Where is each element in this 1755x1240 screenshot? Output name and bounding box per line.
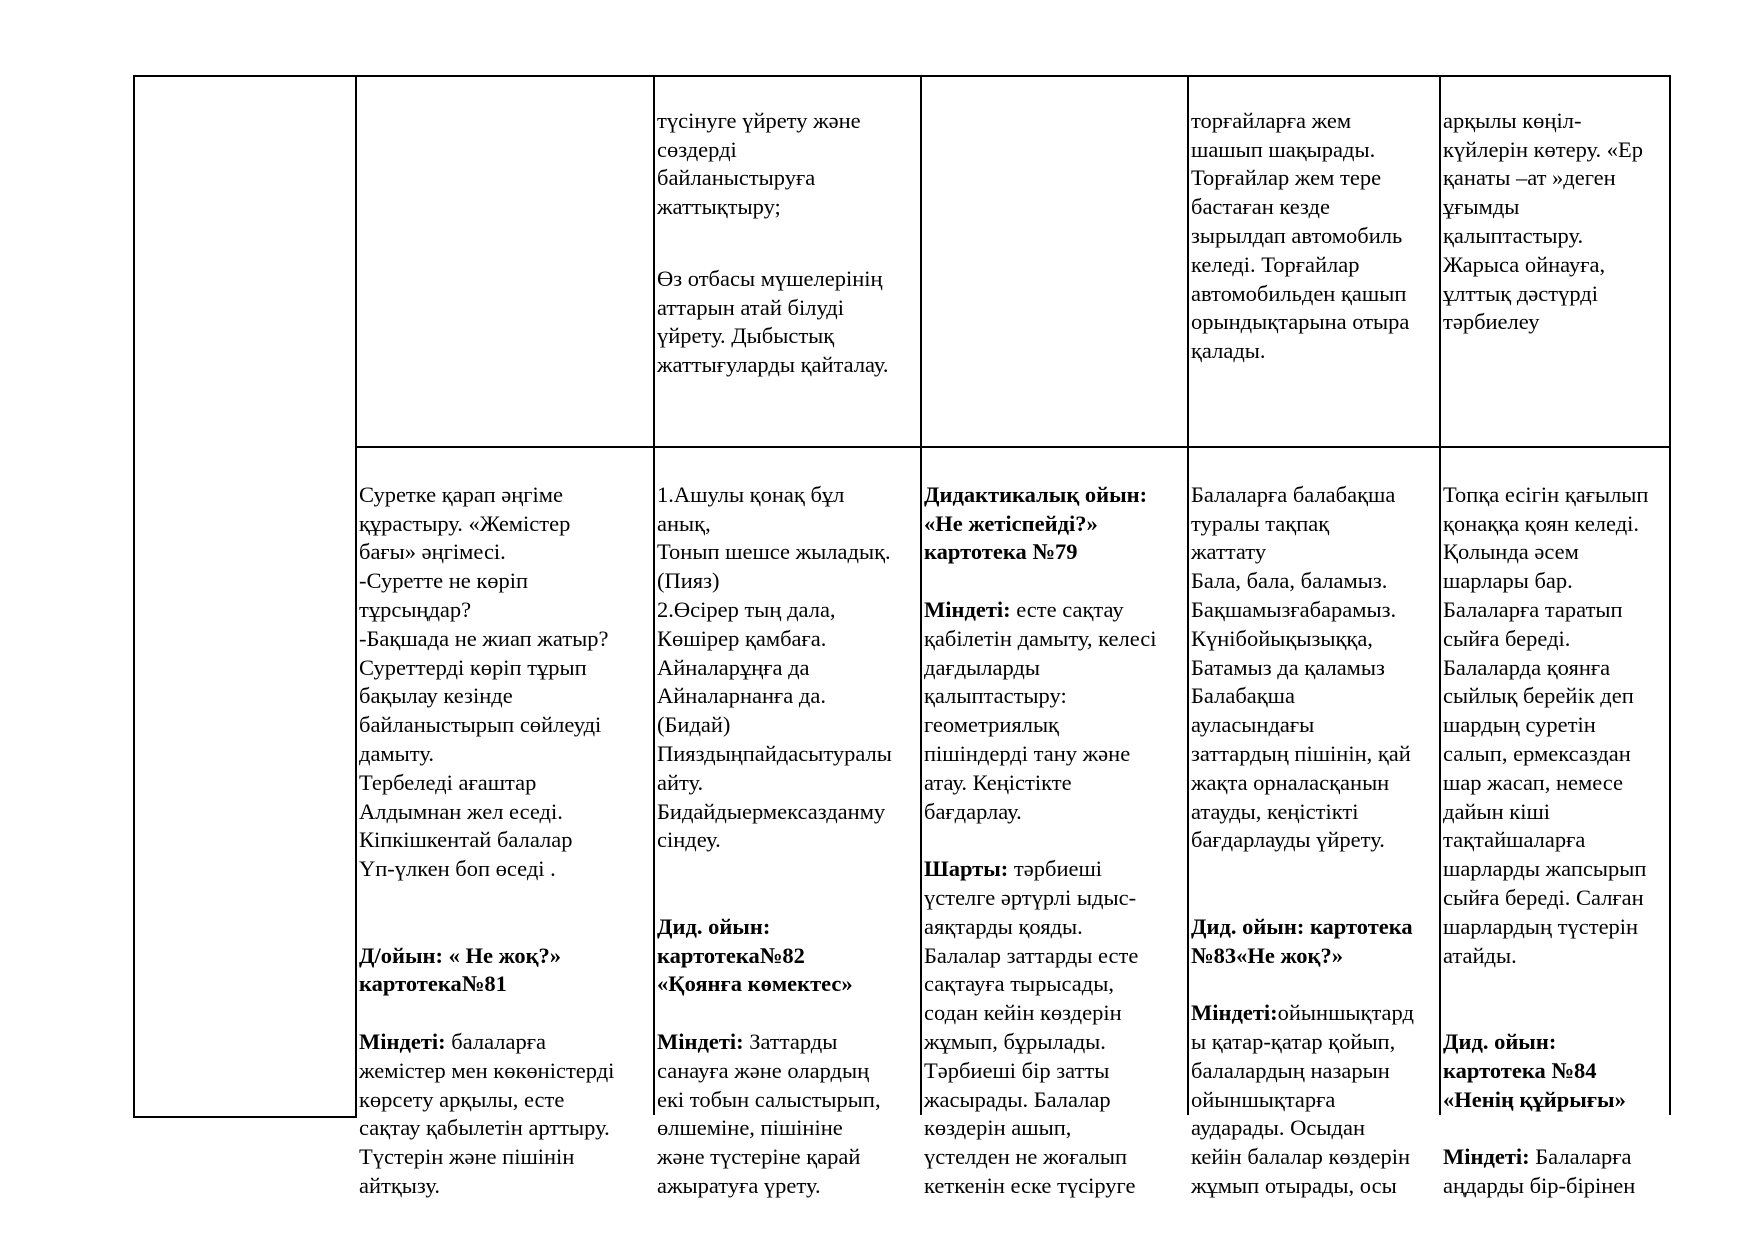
col2-task-text: Заттарды санауға және олардың екі тобын салыстырып, өлшеміне, пішініне және түстеріне қарай ажыратуға үрету. [657,1028,881,1198]
col1-task-text: балаларға жемістер мен көкөністерді көрсету арқылы, есте сақтау қабылетін арттыру. Түстерін және пішінін айтқызу. [359,1028,615,1198]
col3-task-label: Міндеті: [924,596,1011,622]
col2-task [657,1028,919,1201]
column-divider-5 [1439,75,1441,1115]
col3-rule [924,855,1186,1201]
bottom-row-col5-cell [1443,452,1668,1198]
col3-task [924,596,1186,826]
top-row-col2-cell [657,78,919,444]
bottom-row-col4-cell [1191,452,1438,1198]
bottom-row-col1-cell [359,452,653,1198]
top-row-col4-cell [1191,78,1438,444]
col5-story-text: Топқа есігін қағылып қонаққа қоян келеді. Қолында әсем шарлары бар. Балаларға таратып сыйға береді. Балаларда қоянға сыйлық берейік деп шардың суретін салып, ермексаздан шар жасап, немесе дайын кіші тақтайшаларға шарларды жапсырып сыйға береді. Салған шарлардың түстерін атайды. [1443,481,1649,968]
table-right-border [1669,75,1671,1115]
col4-poem-text: Балаларға балабақша туралы тақпақ жаттату Бала, бала, баламыз. Бақшамызғабарамыз. Күнібойықызыққа, Батамыз да қаламыз Балабақша ауласындағы заттардың пішінін, қай жақта орналасқанын атауды, кеңістікті бағдарлауды үйрету. [1191,481,1411,853]
col4-task-label: Міндеті: [1191,1000,1278,1026]
column-divider-2 [653,75,655,1115]
col5-game-title: Дид. ойын: картотека №84 «Ненің құйрығы» [1443,1028,1626,1112]
column-divider-3 [920,75,922,1115]
top-col5-text: арқылы көңіл- күйлерін көтеру. «Ер қанаты –ат »деген ұғымды қалыптастыру. Жарыса ойнауға, ұлттық дәстүрді тәрбиелеу [1443,107,1644,335]
bottom-row-col2-cell [657,452,919,1198]
col4-task [1191,999,1438,1201]
bottom-row-col3-cell [924,452,1186,1198]
col2-task-label: Міндеті: [657,1028,744,1054]
col1-game-title: Д/ойын: « Не жоқ?» картотека№81 [359,942,562,997]
row-divider [355,446,1671,448]
col1-story-text: Суретке қарап әңгіме құрастыру. «Жемістер бағы» әңгімесі. -Суретте не көріп тұрсыңдар? -Бақшада не жиап жатыр? Суреттерді көріп тұрып бақылау кезінде байланыстырып сөйлеуді дамыту. Тербеледі ағаштар Алдымнан жел еседі. Кіпкішкентай балалар Үп-үлкен боп өседі . [359,481,609,882]
col4-game-title: Дид. ойын: картотека №83«Не жоқ?» [1191,913,1413,968]
col2-riddles-text: 1.Ашулы қонақ бұл анық, Тонып шешсе жыладық. (Пияз) 2.Өсірер тың дала, Көшірер қамбаға. Айналарұңға да Айналарнанға да. (Бидай) Пияздыңпайдасытуралы айту. Бидайдыермексазданму сіндеу. [657,481,892,853]
table-left-border [133,75,135,1118]
top-col4-text: торғайларға жем шашып шақырады. Торғайлар жем тере бастаған кезде зырылдап автомобиль келеді. Торғайлар автомобильден қашып орындықтарына отыра қалады. [1191,107,1410,364]
col3-task-text: есте сақтау қабілетін дамыту, келесі дағдыларды қалыптастыру: геометриялық пішіндерді тану және атау. Кеңістікте бағдарлау. [924,596,1157,824]
col1-task-label: Міндеті: [359,1028,446,1054]
col3-game-title: Дидактикалық ойын: «Не жетіспейді?» картотека №79 [924,481,1148,565]
col5-task-label: Міндеті: [1443,1144,1530,1170]
top-col2-paragraph-2: Өз отбасы мүшелерінің аттарын атай білуді үйрету. Дыбыстық жаттығуларды қайталау. [657,265,889,378]
table-bottom-border-first-column [133,1116,357,1118]
top-row-col5-cell [1443,78,1668,444]
col3-rule-text: тәрбиеші үстелге әртүрлі ыдыс- аяқтарды қояды. Балалар заттарды есте сақтауға тырысады, содан кейін көздерін жұмып, бұрылады. Тәрбиеші бір затты жасырады. Балалар көздерін ашып, үстелден не жоғалып кеткенін еске түсіруге [924,856,1139,1198]
col4-task-text: ойыншықтард ы қатар-қатар қойып, балалардың назарын ойыншықтарға аударады. Осыдан кейін балалар көздерін жұмып отырады, осы [1191,1000,1414,1198]
col5-task-text: Балаларға аңдарды бір-бірінен [1443,1144,1636,1198]
column-divider-4 [1187,75,1189,1115]
top-col2-paragraph-1: түсінуге үйрету және сөздерді байланыстыруға жаттықтыру; [657,107,861,220]
col1-task [359,1028,653,1201]
col5-task [1443,1143,1668,1201]
col2-game-title: Дид. ойын: картотека№82 «Қоянға көмектес» [657,913,853,997]
column-divider-1 [355,75,357,1118]
col3-rule-label: Шарты: [924,856,1009,882]
